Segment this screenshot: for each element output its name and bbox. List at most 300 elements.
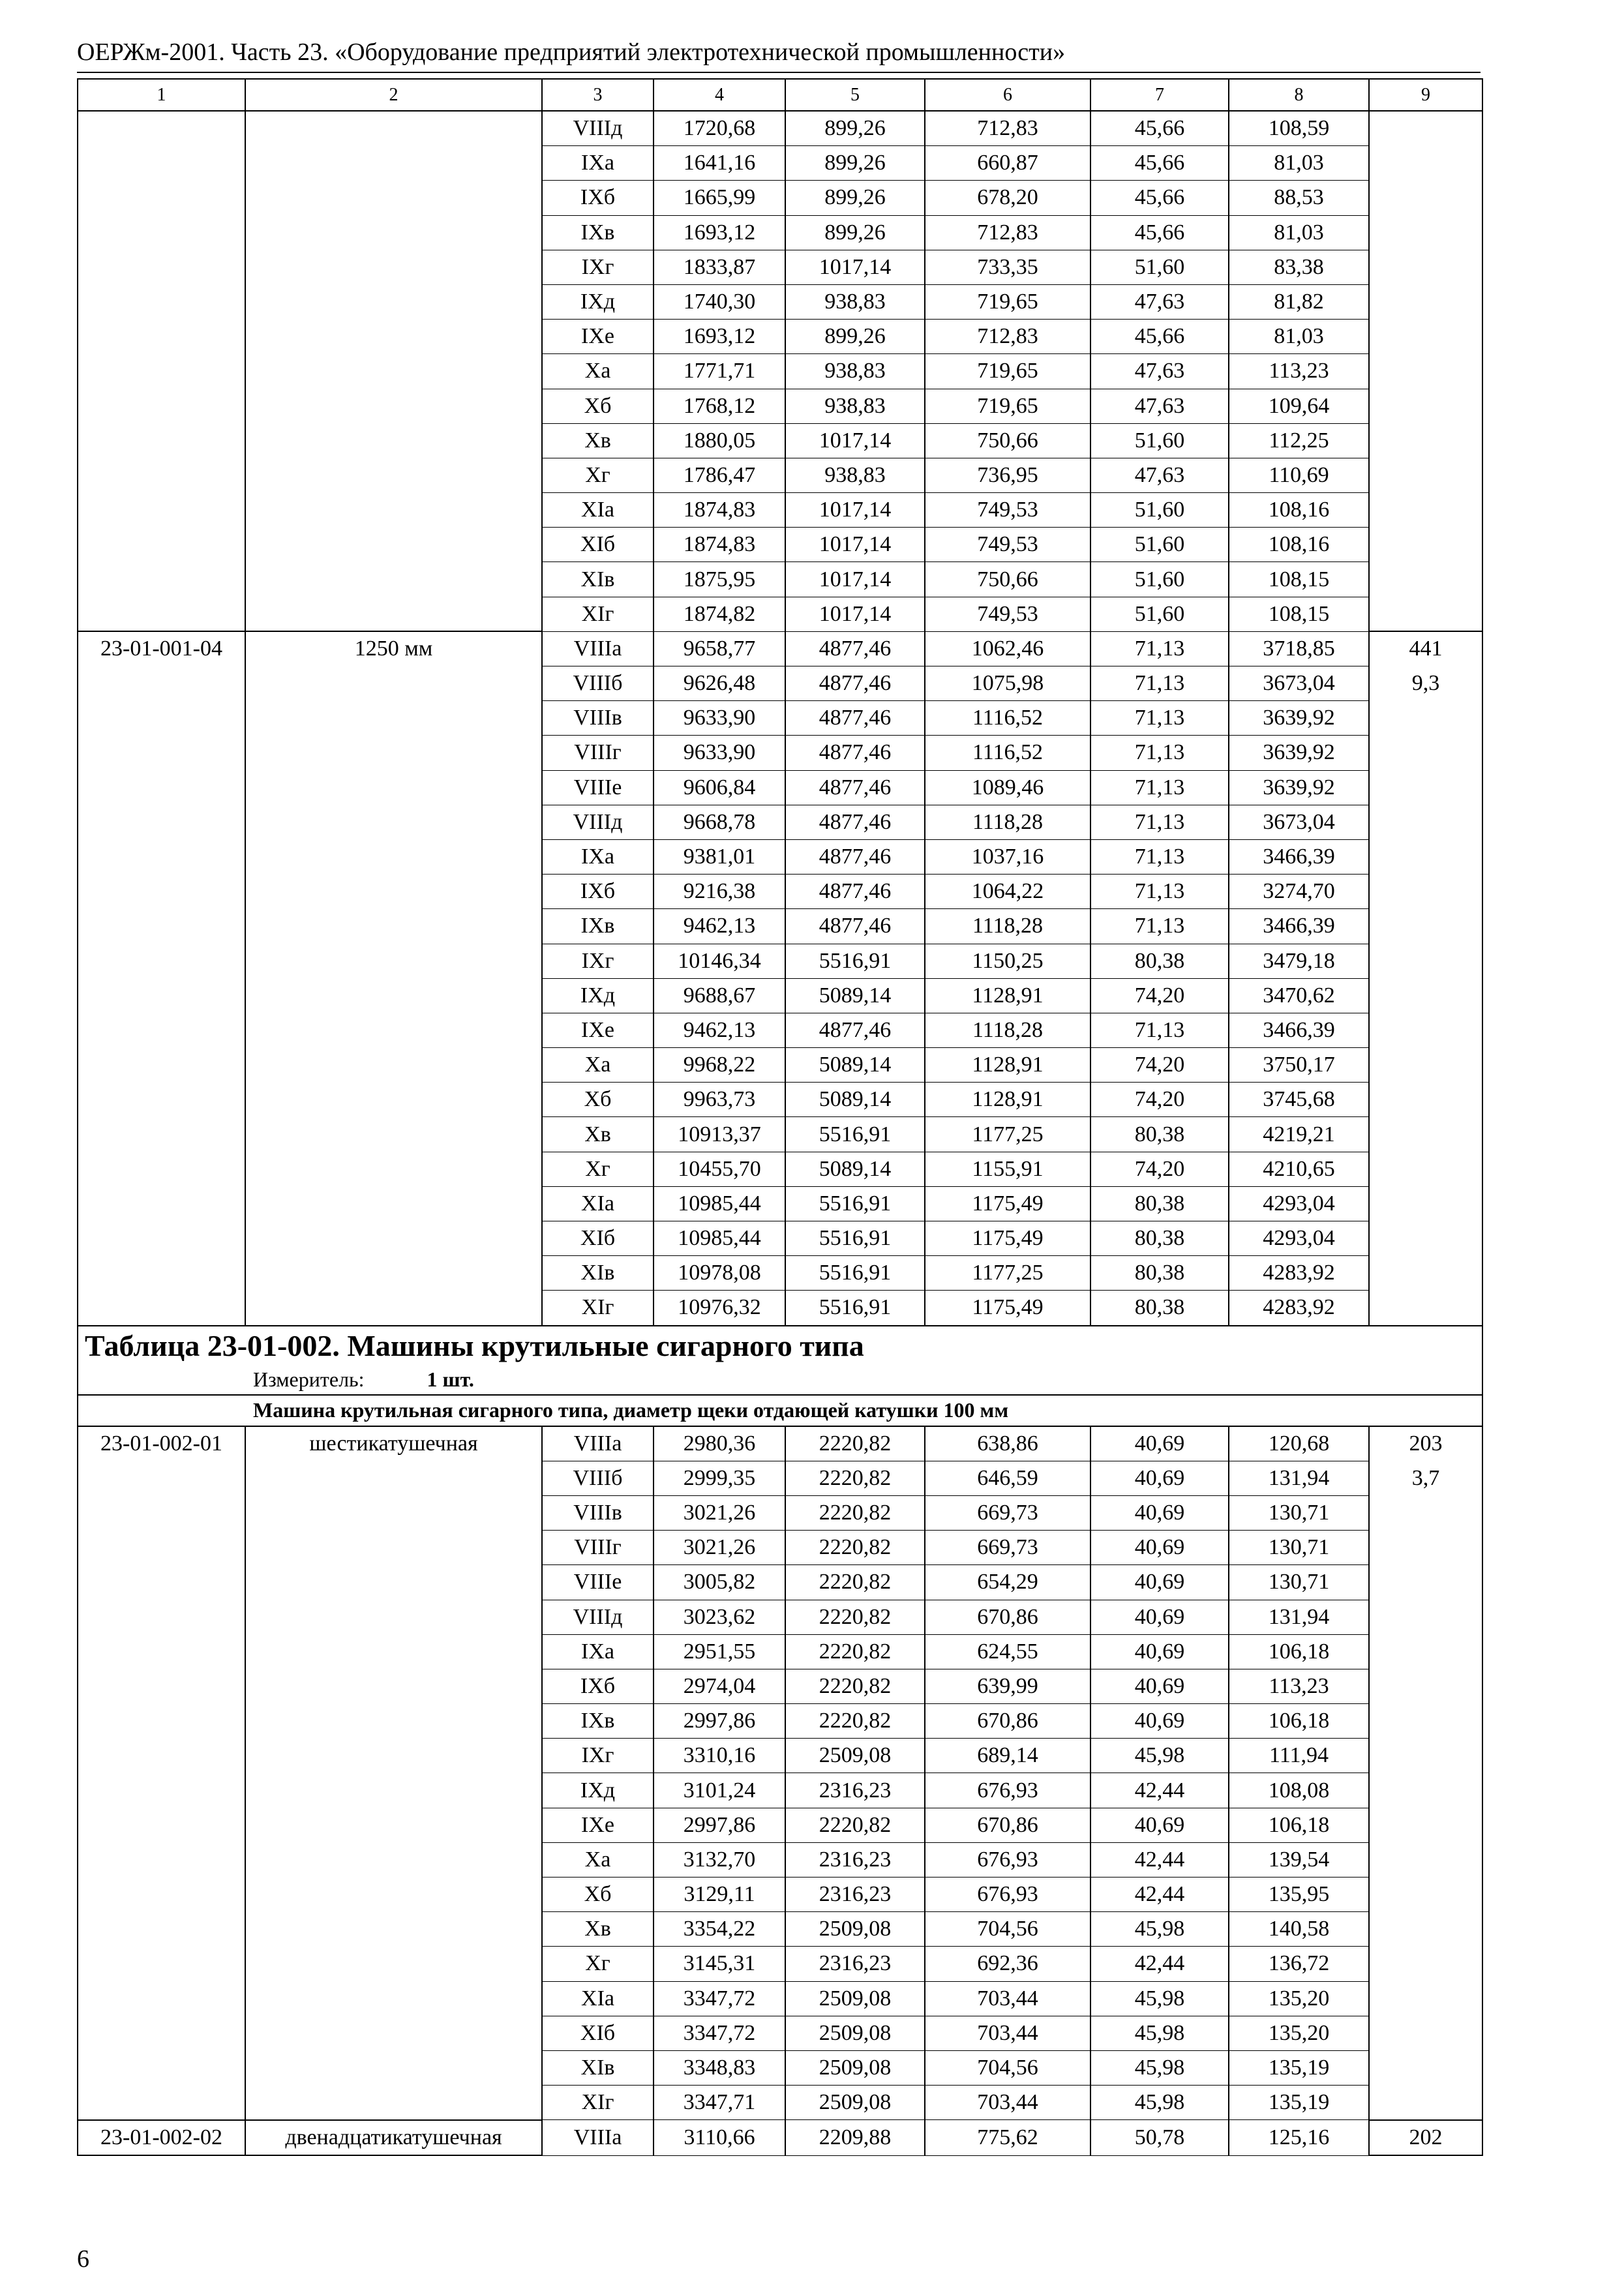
value-cell: 110,69 [1229,458,1369,492]
value-cell: 109,64 [1229,389,1369,423]
value-cell: 9968,22 [654,1048,785,1083]
value-cell: 108,08 [1229,1773,1369,1808]
value-cell: 1720,68 [654,111,785,146]
name-cell [245,1152,542,1186]
value-cell: 1128,91 [925,1083,1090,1117]
table-row [78,1773,1482,1808]
value-cell: 45,66 [1090,215,1229,250]
value-cell: 45,66 [1090,181,1229,215]
name-cell [245,1634,542,1669]
value-cell: 51,60 [1090,597,1229,631]
name-cell [245,1186,542,1221]
value-cell: 71,13 [1090,875,1229,909]
value-cell: 2220,82 [785,1669,925,1703]
value-cell: 1786,47 [654,458,785,492]
table-row [78,528,1482,562]
value-cell: 9658,77 [654,631,785,666]
value-cell: 899,26 [785,320,925,354]
table-row [78,839,1482,874]
code-cell [78,1048,245,1083]
value-cell: Xа [542,354,654,389]
col9-cell [1369,1739,1482,1773]
code-cell [78,1600,245,1634]
value-cell: 719,65 [925,389,1090,423]
value-cell: 4283,92 [1229,1256,1369,1291]
code-cell [78,839,245,874]
value-cell: 81,03 [1229,146,1369,181]
name-cell [245,1291,542,1326]
value-cell: 1118,28 [925,805,1090,839]
name-cell [245,562,542,597]
name-cell: 1250 мм [245,631,542,666]
col9-cell [1369,770,1482,805]
price-table [77,78,1483,2156]
value-cell: 3673,04 [1229,666,1369,701]
value-cell: VIIIг [542,736,654,770]
value-cell: 4877,46 [785,770,925,805]
value-cell: 1017,14 [785,250,925,284]
code-cell [78,111,245,146]
value-cell: 2220,82 [785,1461,925,1495]
value-cell: VIIIе [542,1565,654,1600]
col9-cell [1369,111,1482,146]
col9-cell [1369,1048,1482,1083]
table-row [78,250,1482,284]
value-cell: 108,59 [1229,111,1369,146]
value-cell: 750,66 [925,423,1090,458]
value-cell: 9688,67 [654,978,785,1013]
name-cell [245,111,542,146]
value-cell: 45,98 [1090,1981,1229,2016]
name-cell [245,1981,542,2016]
table-row [78,1117,1482,1152]
value-cell: 1665,99 [654,181,785,215]
value-cell: Xг [542,458,654,492]
code-cell [78,1878,245,1912]
value-cell: 1875,95 [654,562,785,597]
value-cell: 10913,37 [654,1117,785,1152]
table-row [78,1981,1482,2016]
code-cell [78,909,245,944]
value-cell: 712,83 [925,320,1090,354]
table-row [78,1186,1482,1221]
value-cell: 120,68 [1229,1426,1369,1461]
value-cell: 83,38 [1229,250,1369,284]
value-cell: 47,63 [1090,354,1229,389]
value-cell: 670,86 [925,1704,1090,1739]
value-cell: 5089,14 [785,978,925,1013]
value-cell: 1874,82 [654,597,785,631]
code-cell [78,875,245,909]
table-row [78,458,1482,492]
value-cell: 81,03 [1229,320,1369,354]
value-cell: 3470,62 [1229,978,1369,1013]
value-cell: 5516,91 [785,1186,925,1221]
name-cell [245,1739,542,1773]
value-cell: IXб [542,181,654,215]
value-cell: 5516,91 [785,1221,925,1256]
name-cell [245,1947,542,1981]
value-cell: Xв [542,1117,654,1152]
value-cell: 749,53 [925,597,1090,631]
value-cell: 712,83 [925,215,1090,250]
value-cell: IXе [542,1808,654,1842]
code-cell [78,805,245,839]
value-cell: 80,38 [1090,1186,1229,1221]
table-row [78,736,1482,770]
value-cell: 1740,30 [654,284,785,319]
value-cell: 10455,70 [654,1152,785,1186]
value-cell: Xа [542,1048,654,1083]
name-cell [245,1531,542,1565]
value-cell: 4293,04 [1229,1186,1369,1221]
value-cell: IXд [542,978,654,1013]
value-cell: 5516,91 [785,1117,925,1152]
value-cell: 1833,87 [654,250,785,284]
table-row [78,2050,1482,2085]
value-cell: 4219,21 [1229,1117,1369,1152]
value-cell: 3639,92 [1229,701,1369,736]
value-cell: Xг [542,1947,654,1981]
value-cell: 1874,83 [654,493,785,528]
value-cell: 703,44 [925,2016,1090,2050]
value-cell: 2220,82 [785,1808,925,1842]
name-cell [245,284,542,319]
name-cell [245,1669,542,1703]
value-cell: VIIIг [542,1531,654,1565]
value-cell: 899,26 [785,181,925,215]
code-cell [78,1117,245,1152]
value-cell: 2220,82 [785,1634,925,1669]
value-cell: 2980,36 [654,1426,785,1461]
value-cell: VIIIе [542,770,654,805]
table-row [78,875,1482,909]
value-cell: 9462,13 [654,1013,785,1047]
value-cell: Xб [542,389,654,423]
value-cell: 646,59 [925,1461,1090,1495]
value-cell: 135,20 [1229,1981,1369,2016]
table-row [78,1152,1482,1186]
value-cell: IXг [542,250,654,284]
code-cell [78,2086,245,2120]
value-cell: IXв [542,1704,654,1739]
value-cell: 624,55 [925,1634,1090,1669]
code-cell: 23-01-002-01 [78,1426,245,1461]
col9-cell [1369,1221,1482,1256]
value-cell: 733,35 [925,250,1090,284]
value-cell: 4210,65 [1229,1152,1369,1186]
code-cell [78,1773,245,1808]
value-cell: 1017,14 [785,493,925,528]
col9-cell [1369,1291,1482,1326]
value-cell: 1175,49 [925,1291,1090,1326]
table-row [78,354,1482,389]
name-cell [245,1495,542,1530]
value-cell: IXа [542,1634,654,1669]
value-cell: 135,19 [1229,2050,1369,2085]
value-cell: 3347,72 [654,1981,785,2016]
value-cell: 106,18 [1229,1704,1369,1739]
table-title-row [78,1326,1482,1366]
value-cell: 51,60 [1090,562,1229,597]
col9-cell [1369,389,1482,423]
value-cell: VIIIб [542,1461,654,1495]
value-cell: 2220,82 [785,1565,925,1600]
value-cell: 139,54 [1229,1842,1369,1877]
value-cell: 4877,46 [785,909,925,944]
value-cell: 4877,46 [785,805,925,839]
col9-cell [1369,215,1482,250]
value-cell: 3101,24 [654,1773,785,1808]
col9-cell: 9,3 [1369,666,1482,701]
value-cell: 899,26 [785,215,925,250]
value-cell: 131,94 [1229,1461,1369,1495]
col9-cell [1369,320,1482,354]
column-number-cell: 2 [245,79,542,111]
value-cell: 3750,17 [1229,1048,1369,1083]
value-cell: 9626,48 [654,666,785,701]
code-cell [78,423,245,458]
value-cell: IXа [542,146,654,181]
value-cell: 4877,46 [785,875,925,909]
value-cell: 45,98 [1090,2050,1229,2085]
value-cell: 80,38 [1090,1256,1229,1291]
header-divider [77,72,1481,73]
value-cell: 135,20 [1229,2016,1369,2050]
table-row [78,2016,1482,2050]
value-cell: 1177,25 [925,1256,1090,1291]
col9-cell [1369,909,1482,944]
value-cell: 130,71 [1229,1495,1369,1530]
col9-cell [1369,875,1482,909]
value-cell: XIв [542,1256,654,1291]
value-cell: 1017,14 [785,528,925,562]
value-cell: 3354,22 [654,1912,785,1947]
value-cell: 1128,91 [925,1048,1090,1083]
table-row [78,1531,1482,1565]
value-cell: 9216,38 [654,875,785,909]
table-row [78,1256,1482,1291]
value-cell: 1874,83 [654,528,785,562]
value-cell: 108,16 [1229,528,1369,562]
value-cell: 113,23 [1229,354,1369,389]
value-cell: 130,71 [1229,1531,1369,1565]
value-cell: 1693,12 [654,215,785,250]
value-cell: VIIIд [542,111,654,146]
value-cell: 669,73 [925,1495,1090,1530]
col9-cell [1369,1773,1482,1808]
value-cell: 670,86 [925,1600,1090,1634]
value-cell: 703,44 [925,2086,1090,2120]
table-row [78,1221,1482,1256]
value-cell: 40,69 [1090,1634,1229,1669]
name-cell [245,2050,542,2085]
table-row [78,909,1482,944]
value-cell: 135,19 [1229,2086,1369,2120]
name-cell [245,701,542,736]
col9-cell [1369,1013,1482,1047]
value-cell: IXе [542,1013,654,1047]
value-cell: 71,13 [1090,701,1229,736]
name-cell [245,1048,542,1083]
value-cell: 660,87 [925,146,1090,181]
name-cell [245,1117,542,1152]
page-number: 6 [77,2245,89,2273]
value-cell: 719,65 [925,284,1090,319]
code-cell [78,1739,245,1773]
value-cell: 42,44 [1090,1842,1229,1877]
code-cell [78,1013,245,1047]
col9-cell [1369,1878,1482,1912]
name-cell [245,909,542,944]
value-cell: 51,60 [1090,423,1229,458]
value-cell: 2509,08 [785,2086,925,2120]
value-cell: 80,38 [1090,944,1229,978]
col9-cell [1369,1186,1482,1221]
value-cell: 130,71 [1229,1565,1369,1600]
value-cell: 71,13 [1090,631,1229,666]
table-row [78,1842,1482,1877]
value-cell: 51,60 [1090,493,1229,528]
page-header-title: ОЕРЖм-2001. Часть 23. «Оборудование предприятий электротехнической промышленности» [77,38,1066,66]
value-cell: 45,66 [1090,111,1229,146]
value-cell: 80,38 [1090,1221,1229,1256]
value-cell: 42,44 [1090,1773,1229,1808]
column-number-cell: 3 [542,79,654,111]
value-cell: 938,83 [785,354,925,389]
col9-cell [1369,701,1482,736]
table-row [78,1634,1482,1669]
name-cell [245,875,542,909]
col9-cell [1369,1704,1482,1739]
value-cell: 3639,92 [1229,736,1369,770]
meter-value: 1 шт. [427,1368,474,1392]
table-row [78,493,1482,528]
col9-cell [1369,1152,1482,1186]
code-cell [78,1981,245,2016]
value-cell: 899,26 [785,111,925,146]
value-cell: 113,23 [1229,1669,1369,1703]
col9-cell [1369,1565,1482,1600]
value-cell: 1771,71 [654,354,785,389]
name-cell [245,528,542,562]
value-cell: 4877,46 [785,1013,925,1047]
value-cell: 2509,08 [785,2050,925,2085]
column-number-cell: 8 [1229,79,1369,111]
code-cell [78,146,245,181]
code-cell [78,1634,245,1669]
name-cell [245,1013,542,1047]
name-cell [245,805,542,839]
value-cell: 40,69 [1090,1704,1229,1739]
value-cell: 2316,23 [785,1878,925,1912]
table-row [78,1013,1482,1047]
name-cell [245,423,542,458]
column-number-cell: 9 [1369,79,1482,111]
table-row [78,389,1482,423]
value-cell: 88,53 [1229,181,1369,215]
value-cell: Xб [542,1878,654,1912]
value-cell: 750,66 [925,562,1090,597]
value-cell: 1641,16 [654,146,785,181]
value-cell: 2220,82 [785,1600,925,1634]
table-row [78,2120,1482,2155]
code-cell [78,944,245,978]
value-cell: 1177,25 [925,1117,1090,1152]
table-row [78,1426,1482,1461]
value-cell: 749,53 [925,493,1090,528]
value-cell: 71,13 [1090,805,1229,839]
value-cell: 1118,28 [925,1013,1090,1047]
value-cell: 4877,46 [785,666,925,701]
value-cell: 3110,66 [654,2120,785,2155]
table-row [78,631,1482,666]
col9-cell: 3,7 [1369,1461,1482,1495]
code-cell [78,1808,245,1842]
value-cell: 40,69 [1090,1531,1229,1565]
code-cell [78,1291,245,1326]
col9-cell [1369,1912,1482,1947]
value-cell: 5089,14 [785,1152,925,1186]
name-cell [245,597,542,631]
value-cell: 2220,82 [785,1495,925,1530]
value-cell: 4877,46 [785,701,925,736]
value-cell: 74,20 [1090,1083,1229,1117]
value-cell: 703,44 [925,1981,1090,2016]
value-cell: 10976,32 [654,1291,785,1326]
col9-cell [1369,1669,1482,1703]
value-cell: 1062,46 [925,631,1090,666]
table-row [78,1495,1482,1530]
value-cell: 40,69 [1090,1461,1229,1495]
value-cell: 140,58 [1229,1912,1369,1947]
value-cell: 9633,90 [654,701,785,736]
col9-cell [1369,978,1482,1013]
name-cell [245,389,542,423]
value-cell: VIIIд [542,805,654,839]
value-cell: 689,14 [925,1739,1090,1773]
value-cell: 3347,71 [654,2086,785,2120]
value-cell: XIв [542,562,654,597]
col9-cell [1369,944,1482,978]
value-cell: 71,13 [1090,909,1229,944]
name-cell [245,320,542,354]
value-cell: 1089,46 [925,770,1090,805]
value-cell: 5089,14 [785,1048,925,1083]
section-subtitle: Машина крутильная сигарного типа, диаметр щеки отдающей катушки 100 мм [78,1395,1482,1426]
value-cell: 2997,86 [654,1704,785,1739]
name-cell [245,666,542,701]
value-cell: 2220,82 [785,1704,925,1739]
col9-cell [1369,1842,1482,1877]
value-cell: XIб [542,2016,654,2050]
meter-label: Измеритель: [253,1368,365,1392]
value-cell: 2509,08 [785,1912,925,1947]
value-cell: 40,69 [1090,1669,1229,1703]
col9-cell: 202 [1369,2120,1482,2155]
col9-cell [1369,1256,1482,1291]
value-cell: 2997,86 [654,1808,785,1842]
value-cell: 899,26 [785,146,925,181]
meter-row [78,1366,1482,1395]
value-cell: 3673,04 [1229,805,1369,839]
value-cell: 3145,31 [654,1947,785,1981]
value-cell: 111,94 [1229,1739,1369,1773]
col9-cell [1369,1083,1482,1117]
name-cell [245,944,542,978]
column-number-cell: 6 [925,79,1090,111]
name-cell [245,458,542,492]
